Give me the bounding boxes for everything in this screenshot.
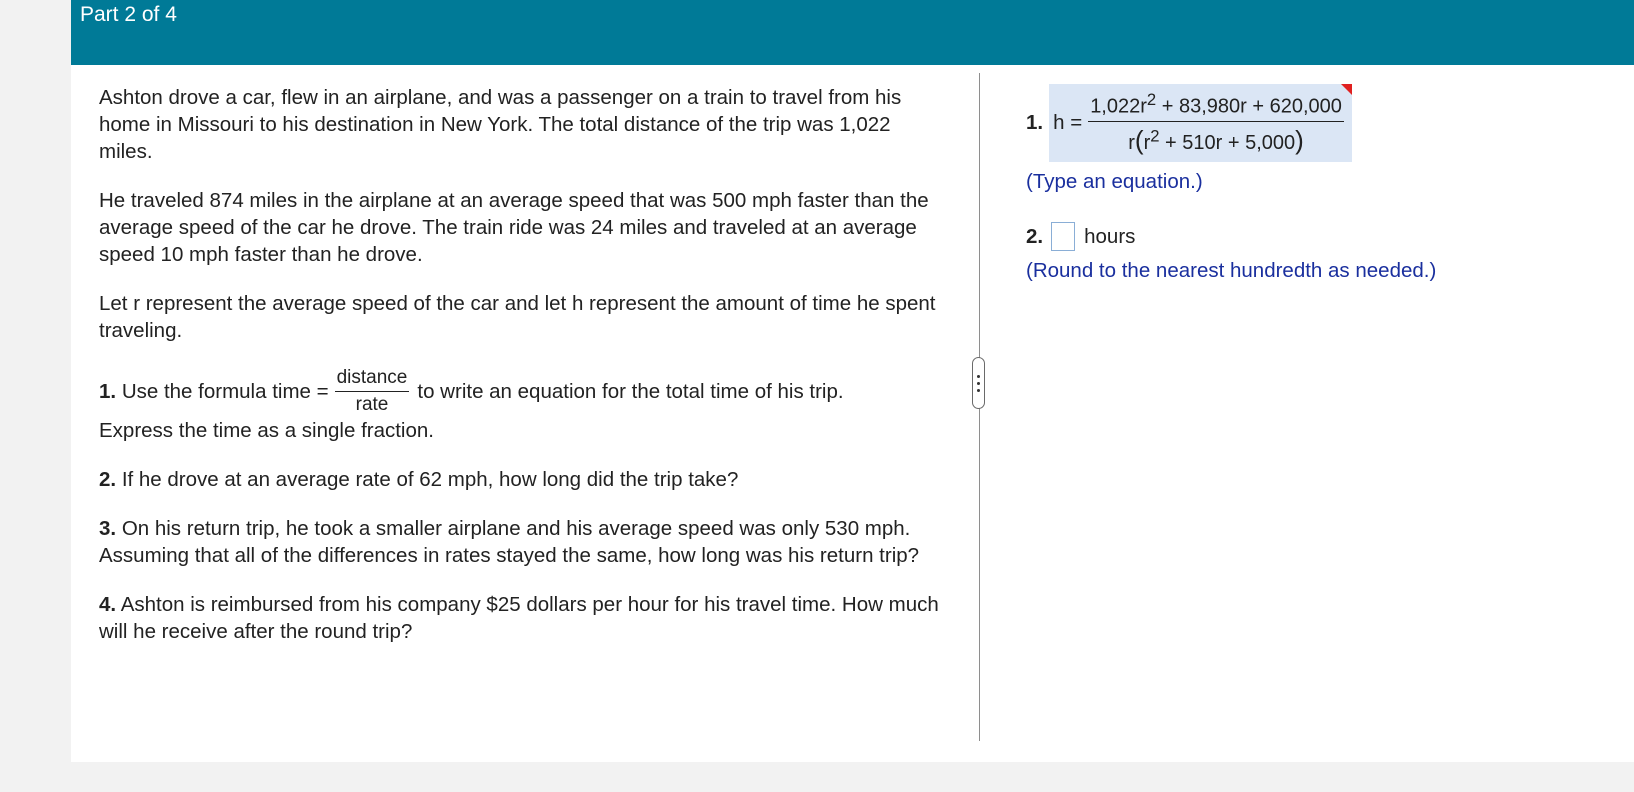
denominator-exponent: 2 bbox=[1150, 126, 1160, 146]
answer-1-hint: (Type an equation.) bbox=[1026, 170, 1203, 193]
part-header bbox=[71, 0, 1634, 65]
question-2-text: If he drove at an average rate of 62 mph, how long did the trip take? bbox=[121, 468, 739, 491]
numerator-rest: + 83,980r + 620,000 bbox=[1156, 95, 1342, 118]
grip-dot bbox=[977, 389, 980, 392]
equation-lhs: h = bbox=[1053, 111, 1083, 134]
equation-denominator bbox=[1128, 122, 1304, 156]
question-part-2 bbox=[99, 466, 939, 493]
answer-1-row bbox=[1026, 84, 1436, 162]
question-1-post: to write an equation for the total time of his trip. bbox=[417, 380, 844, 403]
time-formula-fraction bbox=[335, 366, 410, 417]
formula-numerator: distance bbox=[335, 366, 410, 392]
answer-2-unit: hours bbox=[1084, 224, 1136, 248]
denominator-r: r bbox=[1143, 132, 1151, 155]
answer-2-number: 2. bbox=[1026, 224, 1044, 248]
incorrect-flag-icon bbox=[1341, 84, 1352, 95]
question-part-4 bbox=[99, 591, 939, 645]
question-2-number: 2. bbox=[99, 468, 117, 491]
question-part-1 bbox=[99, 366, 939, 444]
answer-2-row bbox=[1026, 222, 1436, 251]
answer-2-hint: (Round to the nearest hundredth as needed.) bbox=[1026, 259, 1437, 282]
formula-denominator: rate bbox=[355, 394, 389, 415]
denominator-rest: + 510r + 5,000 bbox=[1159, 132, 1296, 155]
question-3-text: On his return trip, he took a smaller airplane and his average speed was only 530 mph. Assuming that all of the differences in rates stayed the same, how long was his return trip? bbox=[99, 517, 920, 567]
question-details: He traveled 874 miles in the airplane at an average speed that was 500 mph faster than the average speed of the car he drove. The train ride was 24 miles and traveled at an average speed 10 mph faster than he drove. bbox=[99, 189, 929, 266]
question-1-pre: Use the formula time = bbox=[121, 380, 329, 403]
equation-numerator bbox=[1088, 90, 1344, 123]
question-part-3 bbox=[99, 515, 939, 569]
question-intro: Ashton drove a car, flew in an airplane, and was a passenger on a train to travel from his home in Missouri to his destination in New York. The total distance of the trip was 1,022 miles. bbox=[99, 86, 902, 163]
question-4-text: Ashton is reimbursed from his company $25 dollars per hour for his travel time. How much will he receive after the round trip? bbox=[99, 593, 939, 643]
answer-1-number: 1. bbox=[1026, 111, 1044, 134]
close-paren: ) bbox=[1295, 125, 1304, 156]
question-1-line2: Express the time as a single fraction. bbox=[99, 419, 434, 442]
open-paren: ( bbox=[1134, 125, 1144, 156]
grip-dot bbox=[977, 375, 980, 378]
question-variables: Let r represent the average speed of the car and let h represent the amount of time he spent traveling. bbox=[99, 292, 936, 342]
denominator-factor: r bbox=[1128, 132, 1135, 155]
answer-area bbox=[1026, 84, 1436, 283]
question-3-number: 3. bbox=[99, 517, 117, 540]
question-1-number: 1. bbox=[99, 380, 117, 403]
grip-dot bbox=[977, 382, 980, 385]
answer-2-input[interactable] bbox=[1051, 222, 1075, 251]
numerator-exponent: 2 bbox=[1146, 89, 1157, 109]
question-4-number: 4. bbox=[99, 593, 117, 616]
pane-resize-handle[interactable] bbox=[972, 357, 985, 409]
equation-fraction bbox=[1088, 90, 1344, 157]
numerator-term-1: 1,022r bbox=[1090, 95, 1147, 118]
part-title: Part 2 of 4 bbox=[80, 3, 177, 26]
question-text bbox=[99, 84, 939, 667]
answer-1-equation-box[interactable] bbox=[1049, 84, 1352, 162]
